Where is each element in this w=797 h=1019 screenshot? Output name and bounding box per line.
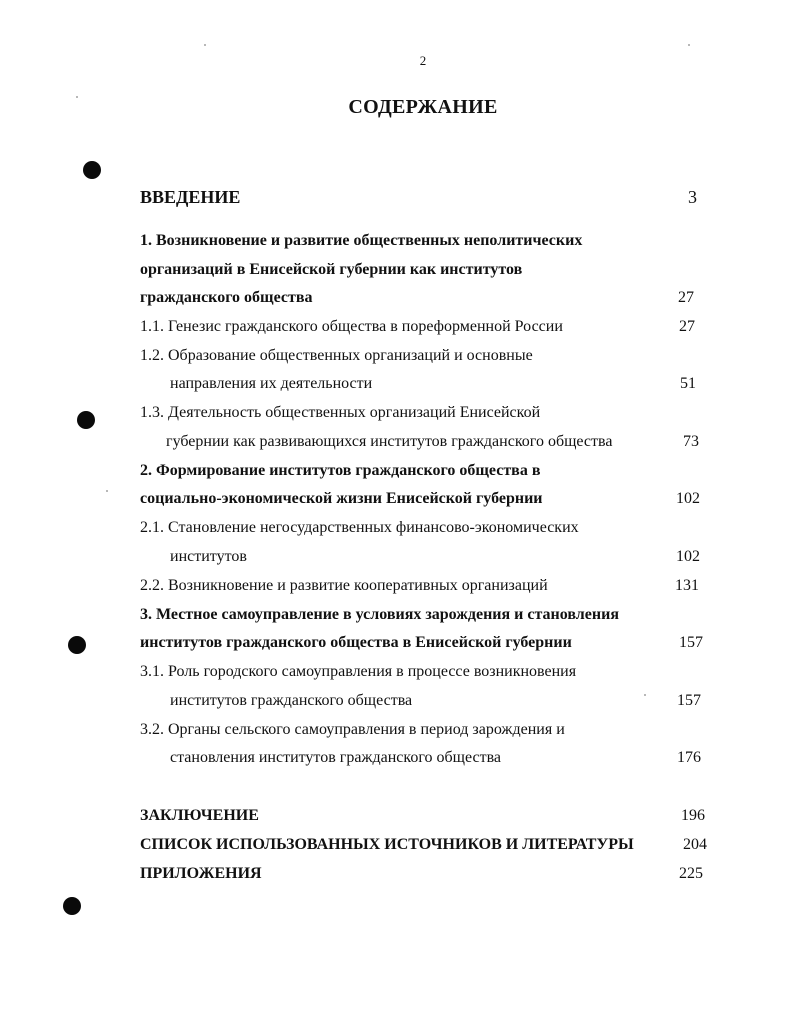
page-number: 2 (419, 53, 427, 68)
toc-ch3-line2: институтов гражданского общества в Енисейской губернии (140, 634, 572, 651)
toc-appendix-page: 225 (679, 865, 703, 882)
toc-intro-label: ВВЕДЕНИЕ (140, 187, 241, 207)
toc-s12-page: 51 (680, 375, 696, 392)
toc-sources-page: 204 (683, 836, 707, 853)
toc-ch2-line1: 2. Формирование институтов гражданского общества в (140, 462, 541, 479)
toc-s13-page: 73 (683, 433, 699, 450)
toc-s12-line2: направления их деятельности (170, 375, 373, 392)
toc-s32-line2: становления институтов гражданского общества (170, 749, 502, 766)
toc-s31-line1: 3.1. Роль городского самоуправления в процессе возникновения (140, 663, 577, 680)
toc-s12-line1: 1.2. Образование общественных организаций и основные (140, 347, 533, 364)
toc-ch1-line2: организаций в Енисейской губернии как институтов (140, 261, 523, 278)
toc-conclusion-label: ЗАКЛЮЧЕНИЕ (140, 807, 259, 824)
scan-speck (644, 694, 646, 696)
toc-conclusion-page: 196 (681, 807, 705, 824)
toc-s32-page: 176 (677, 749, 701, 766)
toc-ch1-line3: гражданского общества (140, 289, 313, 306)
toc-s31-page: 157 (677, 692, 701, 709)
scan-speck (76, 96, 78, 98)
toc-ch2-page: 102 (676, 490, 700, 507)
punch-hole (63, 897, 81, 915)
toc-s13-line1: 1.3. Деятельность общественных организаций Енисейской (140, 404, 541, 421)
punch-hole (77, 411, 95, 429)
toc-intro-page: 3 (688, 187, 697, 207)
toc-ch3-page: 157 (679, 634, 703, 651)
punch-hole (68, 636, 86, 654)
toc-sources-label: СПИСОК ИСПОЛЬЗОВАННЫХ ИСТОЧНИКОВ И ЛИТЕРАТУРЫ (140, 836, 634, 853)
page-title: СОДЕРЖАНИЕ (348, 96, 498, 118)
punch-hole (83, 161, 101, 179)
toc-s21-line2: институтов (170, 548, 247, 565)
toc-s21-page: 102 (676, 548, 700, 565)
toc-s31-line2: институтов гражданского общества (170, 692, 413, 709)
scan-speck (204, 44, 206, 46)
scan-speck (106, 490, 108, 492)
toc-appendix-label: ПРИЛОЖЕНИЯ (140, 865, 262, 882)
toc-s13-line2: губернии как развивающихся институтов гражданского общества (166, 433, 613, 450)
toc-ch1-page: 27 (678, 289, 694, 306)
scan-speck (688, 44, 690, 46)
toc-s11-line1: 1.1. Генезис гражданского общества в пореформенной России (140, 318, 563, 335)
toc-s21-line1: 2.1. Становление негосударственных финансово-экономических (140, 519, 579, 536)
toc-ch1-line1: 1. Возникновение и развитие общественных неполитических (140, 232, 583, 249)
toc-ch2-line2: социально-экономической жизни Енисейской губернии (140, 490, 543, 507)
toc-s22-line1: 2.2. Возникновение и развитие кооперативных организаций (140, 577, 548, 594)
toc-s11-page: 27 (679, 318, 695, 335)
toc-s22-page: 131 (675, 577, 699, 594)
toc-ch3-line1: 3. Местное самоуправление в условиях зарождения и становления (140, 606, 619, 623)
toc-s32-line1: 3.2. Органы сельского самоуправления в период зарождения и (140, 721, 565, 738)
